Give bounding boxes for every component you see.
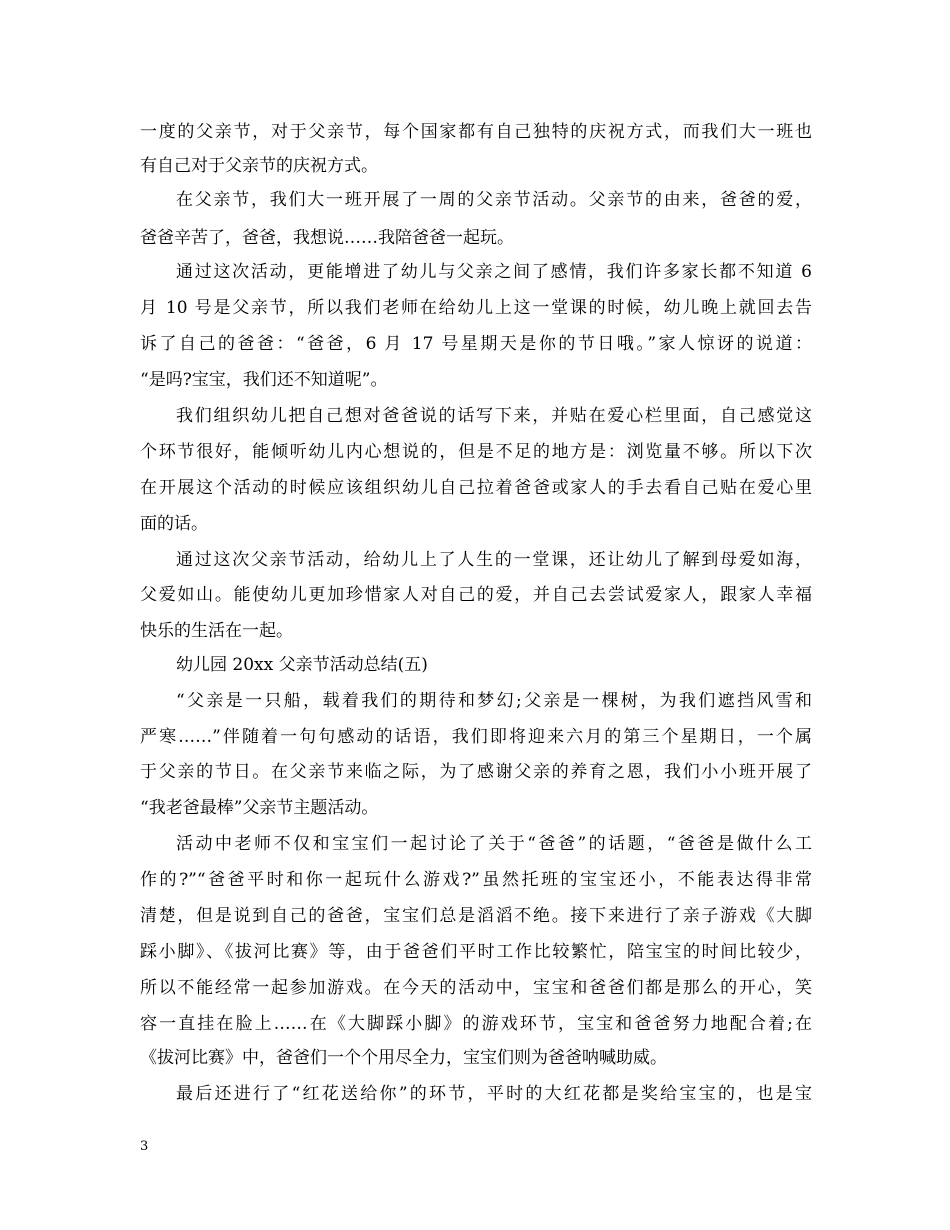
text-line: 清楚，但是说到自己的爸爸，宝宝们总是滔滔不绝。接下来进行了亲子游戏《大脚 xyxy=(140,906,812,926)
text-line: 在开展这个活动的时候应该组织幼儿自己拉着爸爸或家人的手去看自己贴在爱心里 xyxy=(140,478,812,498)
text-line: 作的?”“爸爸平时和你一起玩什么游戏?”虽然托班的宝宝还小，不能表达得非常 xyxy=(140,870,812,890)
text-line: 活动中老师不仅和宝宝们一起讨论了关于“爸爸”的话题，“爸爸是做什么工 xyxy=(176,834,812,854)
text-line: 通过这次父亲节活动，给幼儿上了人生的一堂课，还让幼儿了解到母爱如海， xyxy=(176,550,812,570)
text-line: 爸爸辛苦了，爸爸，我想说……我陪爸爸一起玩。 xyxy=(140,228,514,248)
text-line: 容一直挂在脸上……在《大脚踩小脚》的游戏环节，宝宝和爸爸努力地配合着;在 xyxy=(140,1014,812,1034)
page-number: 3 xyxy=(140,1139,149,1154)
text-line: 严寒……”伴随着一句句感动的话语，我们即将迎来六月的第三个星期日，一个属 xyxy=(140,727,812,747)
text-line: “父亲是一只船，载着我们的期待和梦幻;父亲是一棵树，为我们遮挡风雪和 xyxy=(176,691,812,711)
text-line: 通过这次活动，更能增进了幼儿与父亲之间了感情，我们许多家长都不知道 6 xyxy=(176,262,812,282)
text-line: 踩小脚》、《拔河比赛》等，由于爸爸们平时工作比较繁忙，陪宝宝的时间比较少， xyxy=(140,942,812,962)
text-line: 最后还进行了“红花送给你”的环节，平时的大红花都是奖给宝宝的，也是宝 xyxy=(176,1084,812,1104)
section-heading: 幼儿园 20xx 父亲节活动总结(五) xyxy=(176,655,428,675)
text-line: 于父亲的节日。在父亲节来临之际，为了感谢父亲的养育之恩，我们小小班开展了 xyxy=(140,762,812,782)
text-line: 《拔河比赛》中，爸爸们一个个用尽全力，宝宝们则为爸爸呐喊助威。 xyxy=(140,1048,667,1068)
text-line: “我老爸最棒”父亲节主题活动。 xyxy=(140,798,379,818)
text-line: “是吗?宝宝，我们还不知道呢”。 xyxy=(140,370,388,390)
text-line: 我们组织幼儿把自己想对爸爸说的话写下来，并贴在爱心栏里面，自己感觉这 xyxy=(176,406,812,426)
text-line: 有自己对于父亲节的庆祝方式。 xyxy=(140,156,378,176)
text-line: 父爱如山。能使幼儿更加珍惜家人对自己的爱，并自己去尝试爱家人，跟家人幸福 xyxy=(140,585,812,605)
text-line: 月 10 号是父亲节，所以我们老师在给幼儿上这一堂课的时候，幼儿晚上就回去告 xyxy=(140,298,812,318)
text-line: 在父亲节，我们大一班开展了一周的父亲节活动。父亲节的由来，爸爸的爱， xyxy=(176,190,812,210)
text-line: 快乐的生活在一起。 xyxy=(140,621,293,641)
text-line: 所以不能经常一起参加游戏。在今天的活动中，宝宝和爸爸们都是那么的开心，笑 xyxy=(140,978,812,998)
text-line: 一度的父亲节，对于父亲节，每个国家都有自己独特的庆祝方式，而我们大一班也 xyxy=(140,122,812,142)
text-line: 个环节很好，能倾听幼儿内心想说的，但是不足的地方是：浏览量不够。所以下次 xyxy=(140,442,812,462)
text-line: 面的话。 xyxy=(140,514,208,534)
text-line: 诉了自己的爸爸：“爸爸，6 月 17 号星期天是你的节日哦。”家人惊讶的说道： xyxy=(140,334,812,354)
